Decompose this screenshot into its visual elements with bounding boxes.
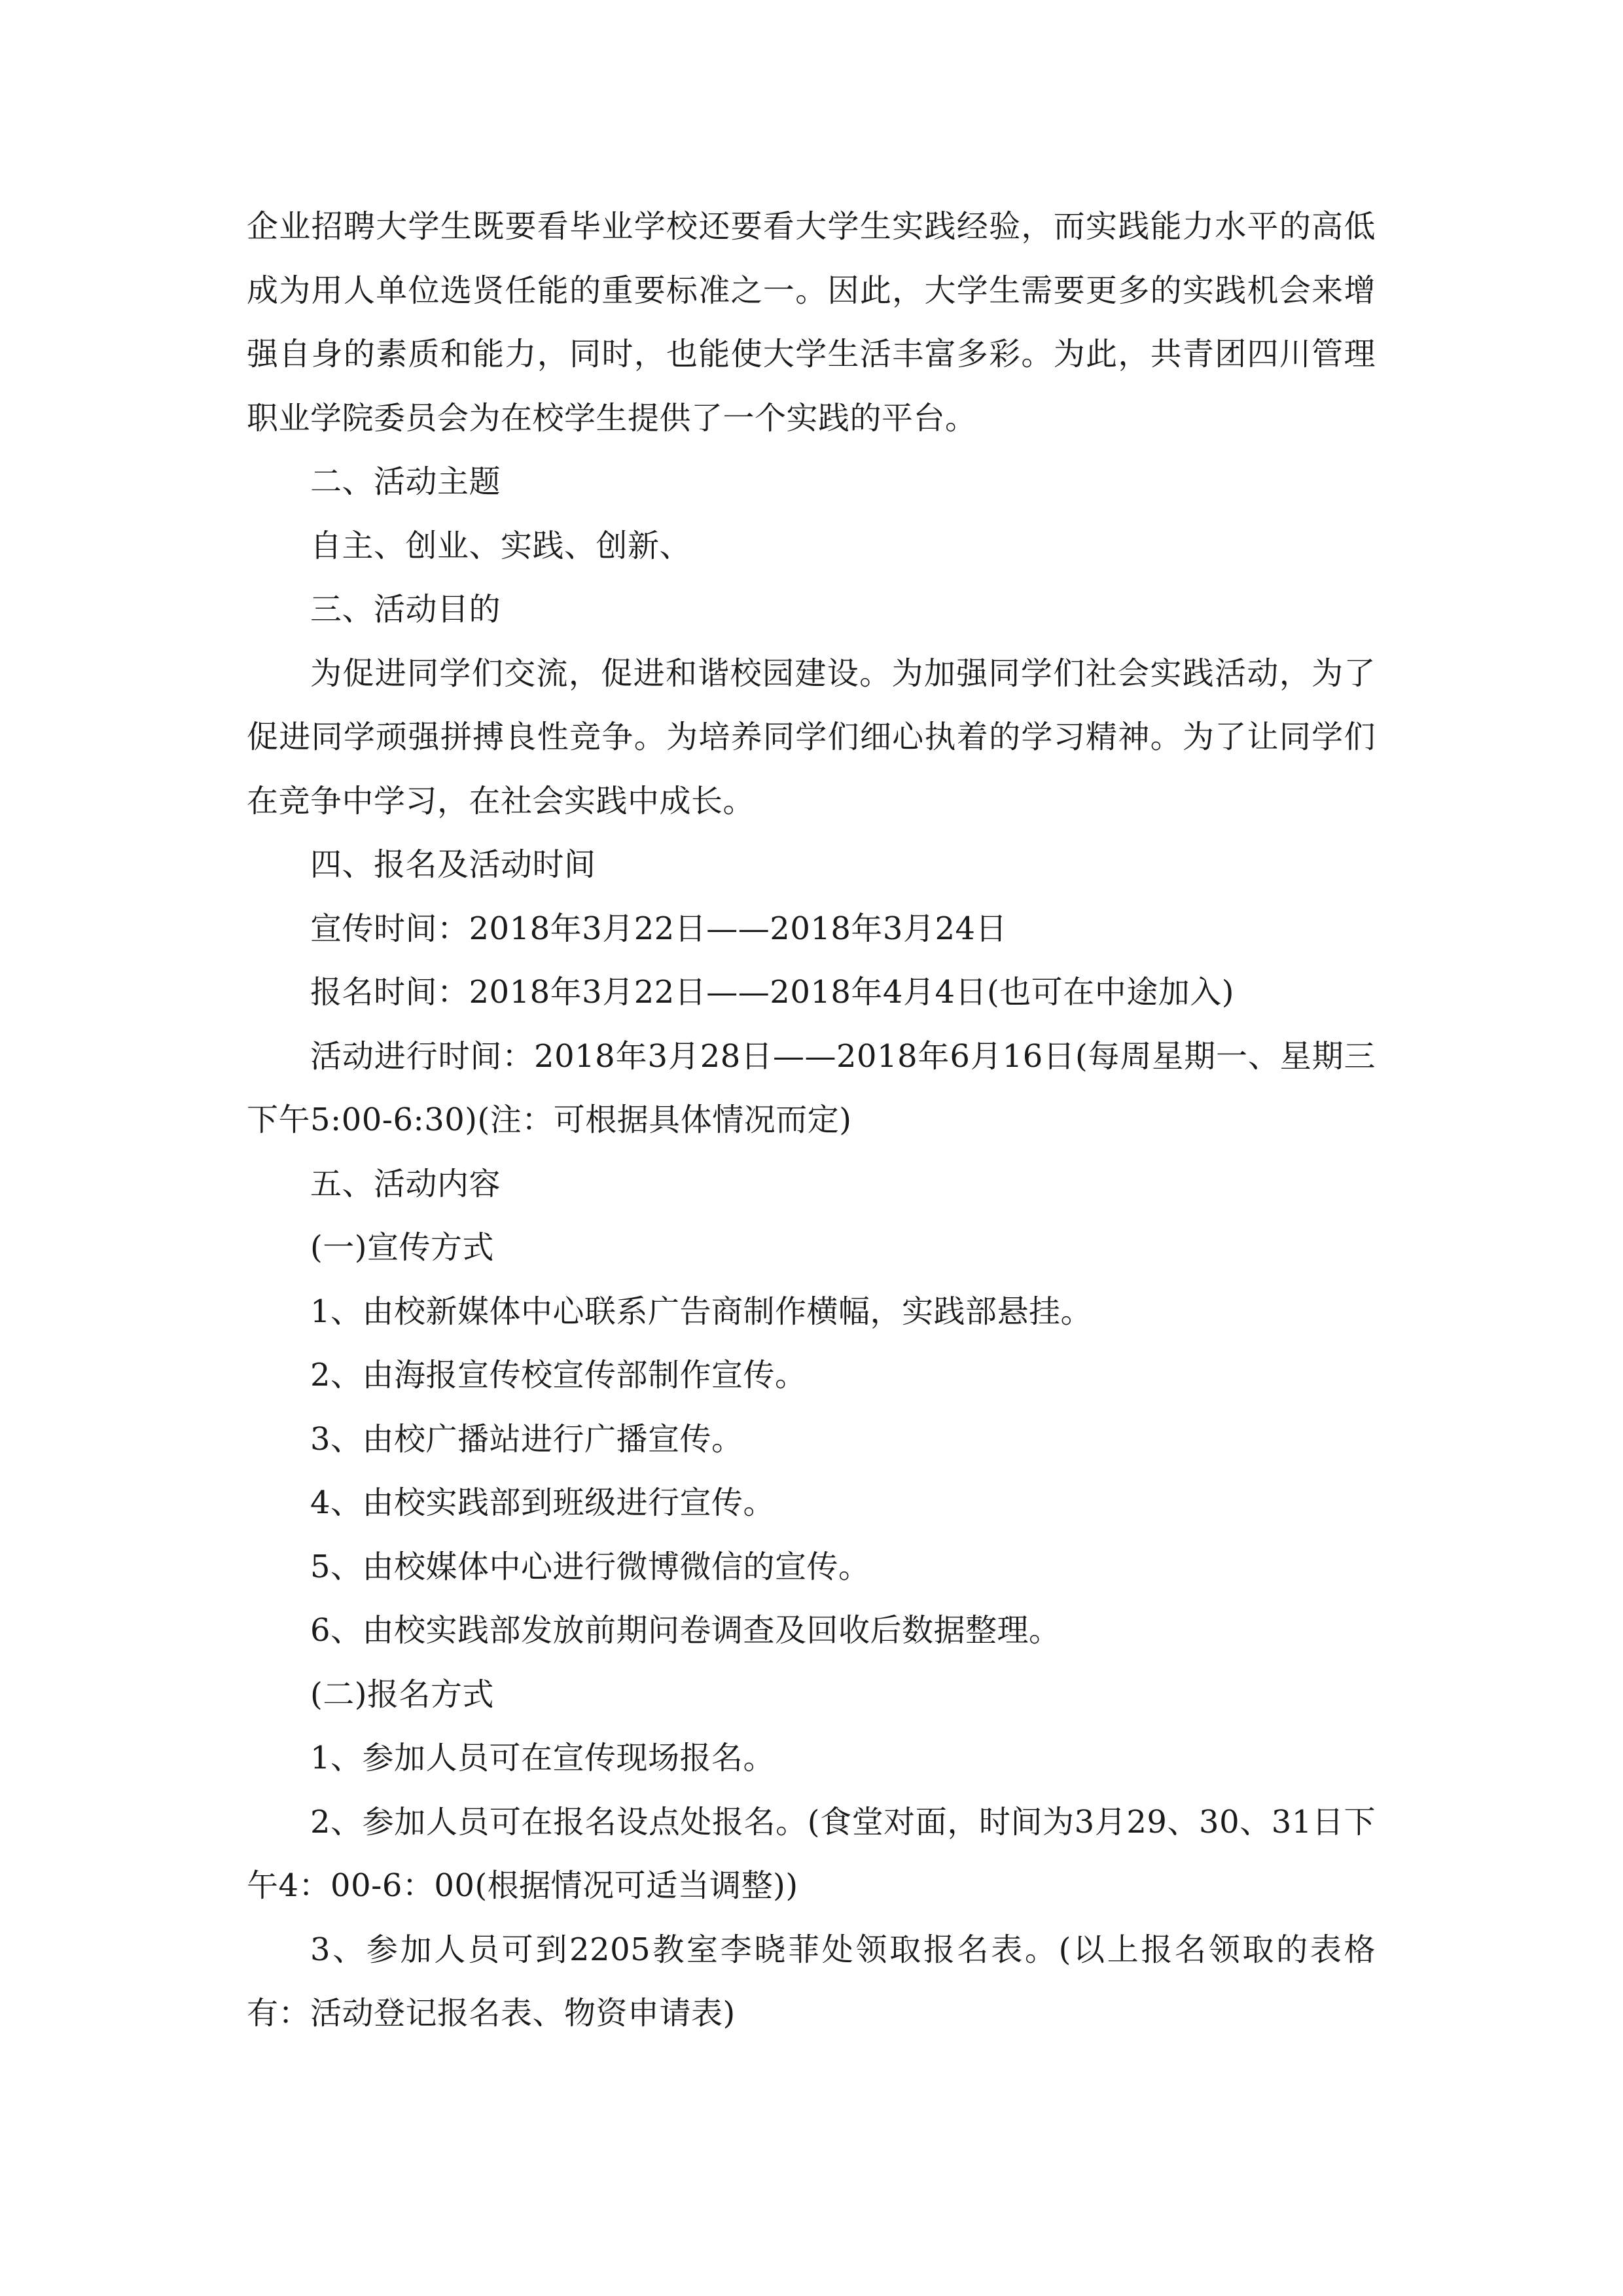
list-item: 5、由校媒体中心进行微博微信的宣传。 [310,1548,870,1585]
subsection-heading-registration: (二)报名方式 [310,1676,494,1713]
section-heading-theme: 二、活动主题 [310,463,501,500]
list-item: 4、由校实践部到班级进行宣传。 [310,1484,776,1521]
list-item: 3、由校广播站进行广播宣传。 [310,1420,743,1458]
list-item: 6、由校实践部发放前期问卷调查及回收后数据整理。 [310,1612,1061,1649]
theme-text: 自主、创业、实践、创新、 [310,527,692,564]
intro-paragraph: 企业招聘大学生既要看毕业学校还要看大学生实践经验，而实践能力水平的高低成为用人单位选贤任能的重要标准之一。因此，大学生需要更多的实践机会来增强自身的素质和能力，同时，也能使大学生活丰富多彩。为此，共青团四川管理职业学院委员会为在校学生提供了一个实践的平台。 [247,208,1376,437]
list-item: 1、由校新媒体中心联系广告商制作横幅，实践部悬挂。 [310,1293,1093,1330]
list-item: 2、参加人员可在报名设点处报名。(食堂对面，时间为3月29、30、31日下午4：00-6：00(根据情况可适当调整)) [247,1803,1376,1904]
subsection-heading-publicity: (一)宣传方式 [310,1229,494,1266]
section-heading-purpose: 三、活动目的 [310,591,501,628]
section-heading-schedule: 四、报名及活动时间 [310,846,596,883]
list-item: 2、由海报宣传校宣传部制作宣传。 [310,1357,807,1393]
list-item: 3、参加人员可到2205教室李晓菲处领取报名表。(以上报名领取的表格有：活动登记报名表、物资申请表) [247,1931,1376,2032]
list-item: 1、参加人员可在宣传现场报名。 [310,1740,776,1776]
publicity-time: 宣传时间：2018年3月22日——2018年3月24日 [310,910,1008,947]
activity-time: 活动进行时间：2018年3月28日——2018年6月16日(每周星期一、星期三下午5:00-6:30)(注：可根据具体情况而定) [247,1037,1376,1138]
section-heading-content: 五、活动内容 [310,1165,501,1202]
purpose-paragraph: 为促进同学们交流，促进和谐校园建设。为加强同学们社会实践活动，为了促进同学顽强拼搏良性竞争。为培养同学们细心执着的学习精神。为了让同学们在竞争中学习，在社会实践中成长。 [247,655,1376,819]
document-body [247,195,1376,2046]
registration-time: 报名时间：2018年3月22日——2018年4月4日(也可在中途加入) [310,974,1234,1011]
